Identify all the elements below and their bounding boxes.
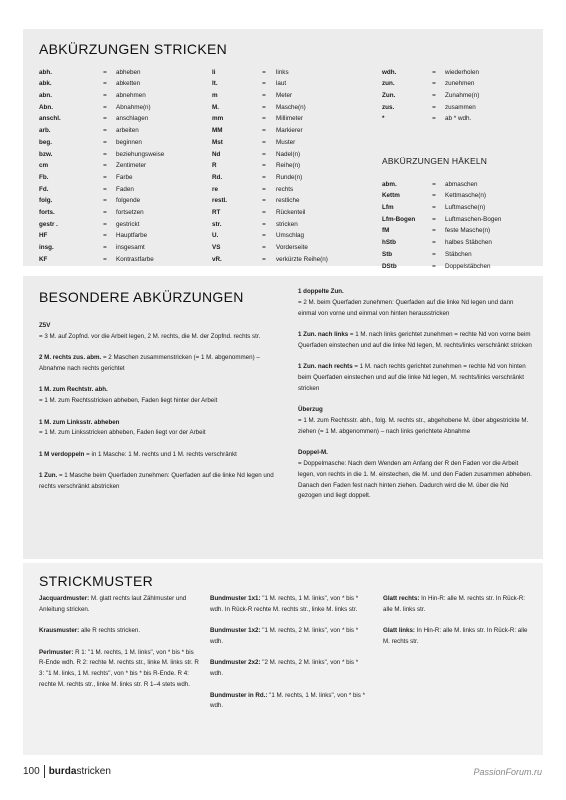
equals-sign: = [262,208,266,216]
definition-paragraph [39,471,275,493]
abbreviation-meaning: Stäbchen [445,250,472,258]
definition-term: 1 M. zum Rechtstr. abh. [39,386,108,394]
abbreviation-key: Fb. [39,173,49,181]
definition-paragraph [298,362,533,394]
abbreviation-meaning: rechts [276,185,294,193]
abbreviation-meaning: links [276,68,289,76]
abbreviation-meaning: insgesamt [116,244,145,251]
equals-sign: = [432,68,436,76]
equals-sign: = [262,173,266,181]
definition-term: 1 M verdoppeln [39,450,85,458]
equals-sign: = [432,250,436,258]
definition-paragraph [39,353,275,375]
brand-name: burda [48,766,77,777]
equals-sign: = [262,127,266,135]
definition-text: "2 M. rechts, 2 M. links", von * bis * wdh. [210,659,359,678]
abbreviation-meaning: Muster [276,138,296,146]
abbreviation-key: wdh. [382,68,397,76]
definition-paragraph [210,594,370,616]
abbreviation-key: R [212,162,217,170]
equals-sign: = [103,220,107,228]
equals-sign: = [262,103,266,111]
definition-text: = 1 M. zum Linksstricken abheben, Faden liegt vor der Arbeit [39,429,206,437]
page-footer [23,765,111,778]
abbreviation-meaning: Kettmasche(n) [445,192,486,200]
equals-sign: = [262,150,266,158]
abbreviation-meaning: Nadel(n) [276,150,301,158]
abbreviation-meaning: Luftmaschen-Bogen [445,215,502,223]
abbreviation-key: VS [212,244,221,251]
abbreviation-key: m [212,92,218,100]
definition-text: alle R rechts stricken. [79,627,141,635]
abbreviation-key: cm [39,162,49,170]
definition-term: 1 Zun. nach links [298,330,349,338]
abbreviation-row [212,79,328,91]
abbreviation-meaning: Doppelstäbchen [445,262,491,270]
abbreviation-key: MM [212,127,223,135]
abbreviation-meaning: feste Masche(n) [445,227,491,235]
definition-term: Doppel-M. [298,449,328,457]
equals-sign: = [262,68,266,76]
abbreviation-row [212,219,328,231]
equals-sign: = [262,80,266,88]
definition-text: = 2 Maschen zusammenstricken (= 1 M. abgenommen) – Abnahme nach rechts gerichtet [39,354,260,372]
crochet-subtitle: ABKÜRZUNGEN HÄKELN [382,156,488,166]
abbreviation-row [382,114,479,126]
abbreviation-meaning: Markierer [276,127,303,135]
definition-paragraph [210,691,370,713]
equals-sign: = [432,215,436,223]
definition-paragraph [383,626,533,648]
equals-sign: = [262,244,266,251]
definition-text: = 1 M. nach links gerichtet zunehmen = rechte Nd von vorne beim Querfaden einstechen und auf die linke Nd legen, M. rechts/links verschränkt stricken [298,330,532,349]
abbreviation-row [39,196,164,208]
definition-term: Bundmuster in Rd.: [210,691,268,699]
abbreviation-key: KF [39,255,48,263]
patterns-column-1 [39,594,199,701]
abbreviation-row [382,90,479,102]
definition-paragraph [383,594,533,616]
definition-text: "1 M. rechts, 1 M. links", von * bis * wdh. [210,691,365,710]
abbreviation-key: DStb [382,262,397,270]
definition-term: 1 M. zum Linksstr. abheben [39,418,120,426]
abbreviation-row [212,114,328,126]
abbreviation-row [39,90,164,102]
abbreviation-row [212,125,328,137]
abbreviation-key: beg. [39,138,52,146]
definition-term: 1 Zun. [39,472,58,480]
section-title: ABKÜRZUNGEN STRICKEN [39,41,228,57]
definition-text: = Doppelmasche: Nach dem Wenden am Anfang der R den Faden vor die Arbeit legen, von rechts in die 1. M. einstechen, die M. und den Faden zusammen abheben. Danach den Faden fest nach hinten ziehen. Dadurch wird die M. über die Nd gezogen und liegt doppelt. [298,459,532,500]
abbreviation-key: restl. [212,197,228,205]
definition-text: = 1 M. zum Rechtsstr. abh., folg. M. rechts str., abgehobene M. über abgestrickte M. ziehen (= 1 M. abgenommen) – nach links gerichtete Abnahme [298,416,529,435]
equals-sign: = [432,180,436,188]
equals-sign: = [262,232,266,240]
section-title: BESONDERE ABKÜRZUNGEN [39,289,244,305]
special-abbreviations-right [298,287,533,513]
abbreviation-row [39,149,164,161]
equals-sign: = [432,239,436,247]
abbreviation-meaning: stricken [276,220,298,228]
abbreviation-row [212,184,328,196]
equals-sign: = [432,262,436,270]
abbreviation-row [382,202,501,214]
abbreviation-row [382,261,501,273]
abbreviation-meaning: laut [276,80,287,88]
abbreviation-row [39,125,164,137]
abbreviation-meaning: fortsetzen [116,208,144,216]
definition-text: = in 1 Masche: 1 M. rechts und 1 M. rechts verschränkt [84,450,237,458]
definition-paragraph [210,626,370,648]
equals-sign: = [432,103,436,111]
abbreviation-meaning: zusammen [445,103,476,111]
abbreviation-key: forts. [39,208,55,216]
abbreviation-key: zus. [382,103,395,111]
abbreviation-column-3 [382,67,479,125]
abbreviation-meaning: verkürzte Reihe(n) [276,255,328,263]
abbreviation-key: RT [212,208,221,216]
abbreviation-row [212,137,328,149]
abbreviation-key: HF [39,232,48,240]
equals-sign: = [103,255,107,263]
page-number: 100 [23,766,40,777]
section-title: STRICKMUSTER [39,573,154,589]
definition-term: 1 doppelte Zun. [298,288,344,295]
abbreviation-row [212,254,328,266]
equals-sign: = [432,227,436,235]
abbreviation-key: re [212,185,218,193]
abbreviation-row [382,179,501,191]
abbreviation-meaning: folgende [116,197,141,205]
knitting-patterns-panel [23,559,543,755]
definition-term: Perlmuster: [39,648,74,656]
abbreviation-key: Zun. [382,92,396,100]
abbreviation-key: fM [382,227,390,235]
abbreviation-meaning: abketten [116,80,141,88]
abbreviation-meaning: Rückenteil [276,208,306,216]
abbreviation-key: abk. [39,80,52,88]
definition-term: Bundmuster 1x2: [210,627,261,635]
abbreviation-key: str. [212,220,222,228]
abbreviation-meaning: arbeiten [116,127,139,135]
abbreviation-row [212,161,328,173]
abbreviation-row [382,237,501,249]
abbreviation-key: * [382,115,385,123]
equals-sign: = [103,173,107,181]
abbreviation-row [382,226,501,238]
abbreviation-row [212,231,328,243]
abbreviation-row [212,67,328,79]
definition-paragraph [39,321,275,343]
equals-sign: = [432,92,436,100]
abbreviation-row [39,137,164,149]
equals-sign: = [103,103,107,111]
equals-sign: = [262,185,266,193]
definition-text: R 1: "1 M. rechts, 1 M. links", von * bis * bis R-Ende wdh. R 2: rechte M. rechts str., linke M. links str. R 3: "1 M. links, 1 M. rechts", von * bis * bis R-Ende. R 4: rechte M. rechts str., linke M. links str. R 1–4 stets wdh. [39,648,199,688]
abbreviation-row [39,231,164,243]
abbreviations-panel [23,29,543,270]
abbreviation-row [39,79,164,91]
definition-term: Glatt rechts: [383,595,420,602]
abbreviation-key: Rd. [212,173,223,181]
abbreviation-meaning: Umschlag [276,232,304,240]
definition-text: In Hin-R: alle M. rechts str. In Rück-R: alle M. links str. [383,595,526,613]
definition-term: 1 Zun. nach rechts [298,363,353,371]
equals-sign: = [103,208,107,216]
equals-sign: = [103,80,107,88]
definition-term: Überzug [298,406,323,414]
abbreviation-key: Abn. [39,103,53,111]
definition-text: M. glatt rechts laut Zählmuster und Anleitung stricken. [39,595,187,613]
definition-text: = 2 M. beim Querfaden zunehmen: Querfaden auf die linke Nd legen und dann einmal von vorne und einmal von hinten herausstricken [298,298,514,317]
equals-sign: = [262,115,266,123]
definition-paragraph [39,594,199,616]
footer-divider [44,765,45,778]
abbreviation-meaning: Masche(n) [276,103,306,111]
abbreviation-key: insg. [39,244,54,251]
equals-sign: = [103,150,107,158]
special-abbreviations-left [39,321,275,503]
equals-sign: = [103,162,107,170]
definition-text: = 3 M. auf Zopfnd. vor die Arbeit legen, 2 M. rechts, die M. der Zopfnd. rechts str. [39,332,261,340]
abbreviation-row [212,102,328,114]
abbreviation-key: anschl. [39,115,61,123]
abbreviation-row [212,172,328,184]
abbreviation-row [212,207,328,219]
abbreviation-column-2 [212,67,328,266]
abbreviation-meaning: anschlagen [116,115,149,123]
abbreviation-meaning: abheben [116,68,141,76]
definition-text: In Hin-R: alle M. links str. In Rück-R: alle M. rechts str. [383,627,528,645]
abbreviation-meaning: beziehungsweise [116,150,165,158]
abbreviation-key: abh. [39,68,52,76]
abbreviation-meaning: restliche [276,197,300,205]
definition-paragraph [298,448,533,502]
equals-sign: = [262,255,266,263]
abbreviation-key: hStb [382,239,396,247]
abbreviation-row [39,114,164,126]
definition-text: = 1 Masche beim Querfaden zunehmen: Querfaden auf die linke Nd legen und rechts verschränkt abstricken [39,472,274,490]
definition-term: Jacquardmuster: [39,595,90,602]
definition-term: 2 M. rechts zus. abm. [39,354,102,362]
definition-text: = 1 M. zum Rechtsstricken abheben, Faden liegt hinter der Arbeit [39,397,218,405]
abbreviation-key: bzw. [39,150,53,158]
definition-paragraph [39,626,199,637]
definition-text: "1 M. rechts, 2 M. links", von * bis * wdh. [210,627,359,645]
abbreviation-meaning: abmaschen [445,180,478,188]
abbreviation-meaning: beginnen [116,138,142,146]
abbreviation-row [382,214,501,226]
definition-paragraph [298,405,533,437]
abbreviation-meaning: abnehmen [116,92,146,100]
abbreviation-row [382,249,501,261]
abbreviation-key: Nd [212,150,221,158]
abbreviation-meaning: Luftmasche(n) [445,204,486,212]
abbreviation-meaning: Vorderseite [276,244,308,251]
brand-subtitle: stricken [76,766,111,777]
equals-sign: = [103,244,107,251]
equals-sign: = [432,115,436,123]
equals-sign: = [103,232,107,240]
equals-sign: = [432,80,436,88]
abbreviation-row [382,79,479,91]
abbreviation-meaning: Farbe [116,173,133,181]
definition-paragraph [298,330,533,352]
definition-term: Z5V [39,322,51,329]
abbreviation-meaning: Runde(n) [276,173,303,181]
definition-paragraph [39,418,275,440]
abbreviation-meaning: Zunahme(n) [445,92,480,100]
definition-term: Bundmuster 1x1: [210,595,261,602]
abbreviation-meaning: Hauptfarbe [116,232,148,240]
abbreviation-meaning: wiederholen [445,68,479,76]
equals-sign: = [262,220,266,228]
abbreviation-meaning: Millimeter [276,115,303,123]
abbreviation-row [39,184,164,196]
patterns-column-3 [383,594,533,658]
abbreviation-key: lt. [212,80,218,88]
abbreviation-row [39,242,164,254]
abbreviation-key: mm [212,115,224,123]
abbreviation-column-1 [39,67,164,266]
equals-sign: = [103,68,107,76]
abbreviation-row [39,102,164,114]
abbreviation-key: Lfm-Bogen [382,215,416,223]
abbreviation-meaning: Abnahme(n) [116,103,151,111]
abbreviation-row [39,207,164,219]
equals-sign: = [103,197,107,205]
patterns-column-2 [210,594,370,723]
equals-sign: = [103,138,107,146]
definition-paragraph [298,287,533,319]
abbreviation-key: folg. [39,197,53,205]
abbreviation-meaning: Kontrastfarbe [116,255,154,263]
equals-sign: = [103,92,107,100]
definition-paragraph [39,648,199,691]
abbreviation-key: abn. [39,92,52,100]
abbreviation-row [39,254,164,266]
definition-paragraph [210,658,370,680]
abbreviation-key: Stb [382,250,393,258]
abbreviation-key: M. [212,103,219,111]
abbreviation-meaning: Reihe(n) [276,162,301,170]
abbreviation-meaning: Zentimeter [116,162,147,170]
abbreviation-key: Lfm [382,204,394,212]
abbreviation-key: Mst [212,138,223,146]
abbreviation-meaning: Meter [276,92,293,100]
equals-sign: = [432,204,436,212]
abbreviation-meaning: Faden [116,185,134,193]
definition-term: Glatt links: [383,627,415,635]
abbreviation-key: vR. [212,255,222,263]
abbreviation-key: abm. [382,180,397,188]
abbreviation-row [382,191,501,203]
abbreviation-row [382,102,479,114]
abbreviation-key: Kettm [382,192,400,200]
abbreviation-meaning: ab * wdh. [445,115,472,123]
equals-sign: = [262,92,266,100]
abbreviation-row [212,90,328,102]
abbreviation-key: zun. [382,80,395,88]
definition-term: Bundmuster 2x2: [210,659,261,667]
abbreviation-key: gestr . [39,220,58,228]
abbreviation-meaning: gestrickt [116,220,140,228]
abbreviation-key: li [212,68,216,76]
abbreviation-row [212,242,328,254]
abbreviation-key: Fd. [39,185,49,193]
definition-paragraph [39,385,275,407]
equals-sign: = [262,197,266,205]
special-abbreviations-panel [23,276,543,559]
equals-sign: = [103,115,107,123]
abbreviation-row [39,161,164,173]
equals-sign: = [432,192,436,200]
abbreviation-row [39,67,164,79]
abbreviation-row [212,149,328,161]
equals-sign: = [262,138,266,146]
abbreviation-key: U. [212,232,219,240]
abbreviation-row [39,219,164,231]
abbreviation-row [212,196,328,208]
equals-sign: = [103,185,107,193]
abbreviation-row [382,67,479,79]
abbreviation-meaning: halbes Stäbchen [445,239,492,247]
watermark: PassionForum.ru [473,767,542,777]
definition-term: Krausmuster: [39,627,80,635]
crochet-abbreviation-column [382,179,501,273]
abbreviation-row [39,172,164,184]
abbreviation-key: arb. [39,127,51,135]
equals-sign: = [103,127,107,135]
abbreviation-meaning: zunehmen [445,80,475,88]
definition-text: "1 M. rechts, 1 M. links", von * bis * wdh. In Rück-R rechte M. rechts str., linke M. links str. [210,595,359,613]
definition-text: = 1 M. nach rechts gerichtet zunehmen = rechte Nd von hinten beim Querfaden einstechen und auf die linke Nd legen, M. rechts/links verschränkt stricken [298,363,526,392]
definition-paragraph [39,450,275,461]
equals-sign: = [262,162,266,170]
